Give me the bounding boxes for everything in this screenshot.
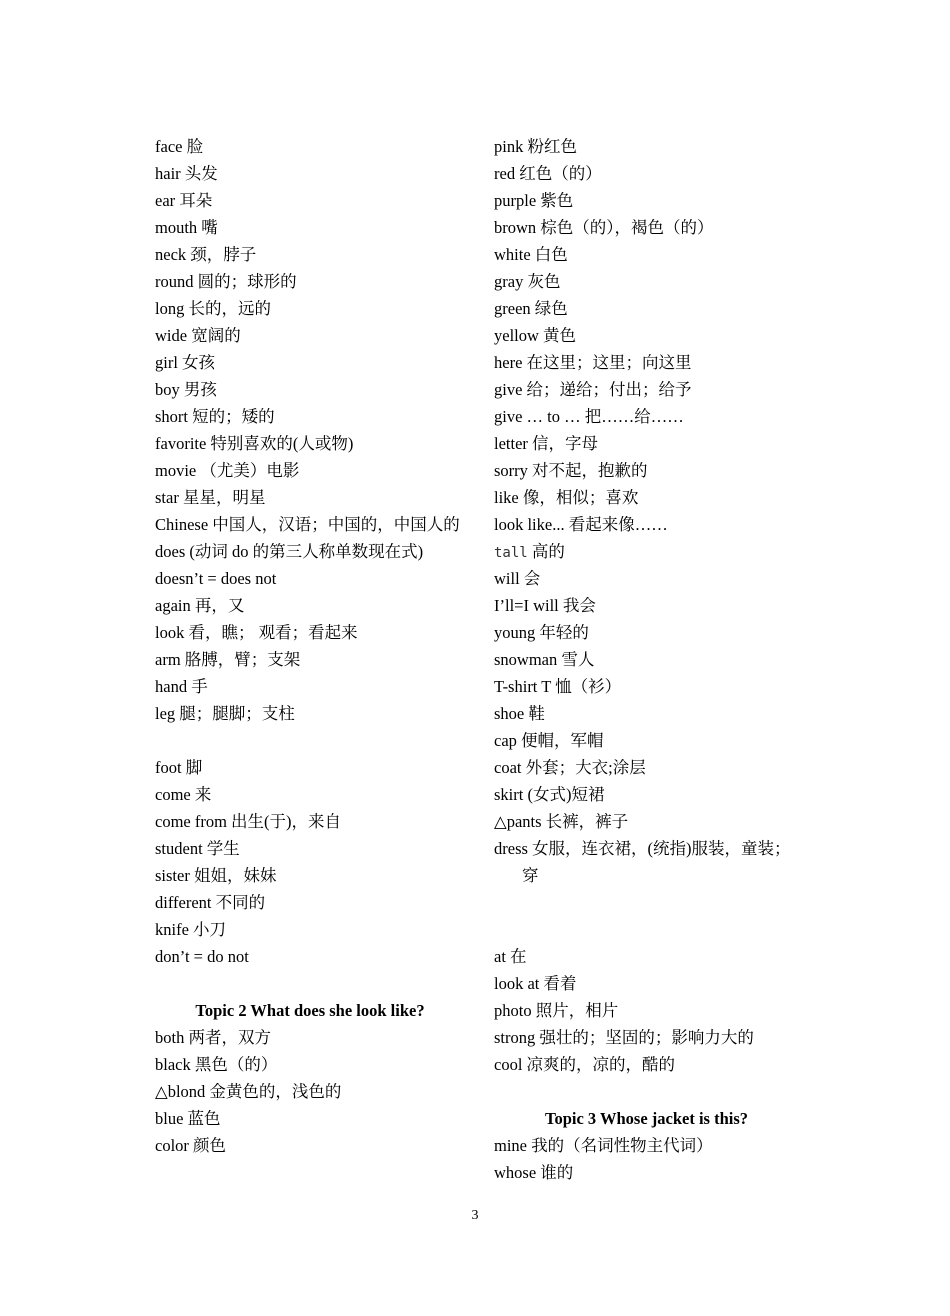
vocab-entry: favorite 特别喜欢的(人或物) bbox=[155, 434, 354, 453]
vocab-entry: wide 宽阔的 bbox=[155, 326, 241, 345]
vocab-entry: white 白色 bbox=[494, 245, 568, 264]
vocab-entry: don’t = do not bbox=[155, 947, 249, 966]
vocab-entry: star 星星，明星 bbox=[155, 488, 266, 507]
vocab-entry: sister 姐姐，妹妹 bbox=[155, 866, 277, 885]
vocab-entry: shoe 鞋 bbox=[494, 704, 545, 723]
vocab-entry: ear 耳朵 bbox=[155, 191, 213, 210]
vocab-entry: face 脸 bbox=[155, 137, 204, 156]
vocab-entry: mine 我的（名词性物主代词） bbox=[494, 1136, 713, 1155]
vocab-entry: green 绿色 bbox=[494, 299, 568, 318]
vocab-entry: foot 脚 bbox=[155, 758, 203, 777]
vocab-entry: cool 凉爽的，凉的，酷的 bbox=[494, 1055, 676, 1074]
topic-3-heading: Topic 3 Whose jacket is this? bbox=[544, 1109, 749, 1128]
vocab-entry: again 再，又 bbox=[155, 596, 245, 615]
blank-line bbox=[494, 916, 799, 943]
vocab-entry: arm 胳膊，臂；支架 bbox=[155, 650, 301, 669]
vocab-entry: knife 小刀 bbox=[155, 920, 227, 939]
vocab-entry: I’ll=I will 我会 bbox=[494, 596, 596, 615]
vocab-entry: brown 棕色（的），褐色（的） bbox=[494, 218, 714, 237]
vocab-entry-chinese: Chinese 中国人，汉语；中国的，中国人的 bbox=[155, 515, 460, 534]
vocab-entry: mouth 嘴 bbox=[155, 218, 218, 237]
vocab-entry: gray 灰色 bbox=[494, 272, 561, 291]
vocab-entry: both 两者，双方 bbox=[155, 1028, 271, 1047]
right-column bbox=[494, 133, 799, 1186]
vocab-entry: strong 强壮的；坚固的；影响力大的 bbox=[494, 1028, 754, 1047]
vocab-entry: look at 看着 bbox=[494, 974, 577, 993]
vocab-entry: snowman 雪人 bbox=[494, 650, 595, 669]
vocab-entry: sorry 对不起，抱歉的 bbox=[494, 461, 648, 480]
vocab-entry: does (动词 do 的第三人称单数现在式) bbox=[155, 542, 424, 561]
vocab-entry: cap 便帽，军帽 bbox=[494, 731, 604, 750]
vocab-entry: leg 腿；腿脚；支柱 bbox=[155, 704, 295, 723]
blank-line bbox=[155, 970, 465, 997]
vocab-entry: △pants 长裤，裤子 bbox=[494, 812, 629, 831]
vocab-entry: different 不同的 bbox=[155, 893, 266, 912]
vocab-entry: whose 谁的 bbox=[494, 1163, 574, 1182]
vocab-entry-tall bbox=[494, 538, 799, 565]
vocab-entry: yellow 黄色 bbox=[494, 326, 577, 345]
topic-2-heading: Topic 2 What does she look like? bbox=[195, 1001, 425, 1020]
vocab-entry: short 短的；矮的 bbox=[155, 407, 275, 426]
vocab-entry: coat 外套；大衣;涂层 bbox=[494, 758, 646, 777]
vocab-word-tall: tall bbox=[494, 545, 528, 561]
left-column bbox=[155, 133, 465, 1159]
vocab-entry: come from 出生(于)，来自 bbox=[155, 812, 342, 831]
vocab-entry: color 颜色 bbox=[155, 1136, 227, 1155]
vocab-meaning-tall: 高的 bbox=[527, 542, 565, 561]
vocab-entry: long 长的，远的 bbox=[155, 299, 271, 318]
vocab-entry: red 红色（的） bbox=[494, 164, 602, 183]
vocab-entry: at 在 bbox=[494, 947, 527, 966]
vocab-entry: black 黑色（的） bbox=[155, 1055, 278, 1074]
vocab-entry: hand 手 bbox=[155, 677, 208, 696]
vocab-entry: look like... 看起来像…… bbox=[494, 515, 668, 534]
vocab-entry: young 年轻的 bbox=[494, 623, 589, 642]
vocab-entry: pink 粉红色 bbox=[494, 137, 577, 156]
vocab-entry: T-shirt T 恤（衫） bbox=[494, 677, 622, 696]
blank-line bbox=[494, 1078, 799, 1105]
vocab-entry-dress: dress 女服，连衣裙，(统指)服装，童装；穿 bbox=[494, 839, 791, 885]
vocab-entry: neck 颈，脖子 bbox=[155, 245, 257, 264]
vocab-entry: doesn’t = does not bbox=[155, 569, 277, 588]
vocab-entry: come 来 bbox=[155, 785, 212, 804]
vocab-entry: round 圆的；球形的 bbox=[155, 272, 297, 291]
vocab-entry: movie （尤美）电影 bbox=[155, 461, 300, 480]
vocab-entry: give … to … 把……给…… bbox=[494, 407, 684, 426]
vocab-entry: purple 紫色 bbox=[494, 191, 574, 210]
vocab-list-face bbox=[155, 133, 465, 1159]
vocab-entry: photo 照片，相片 bbox=[494, 1001, 619, 1020]
vocab-entry: skirt (女式)短裙 bbox=[494, 785, 605, 804]
vocab-entry: △blond 金黄色的，浅色的 bbox=[155, 1082, 342, 1101]
vocab-entry: blue 蓝色 bbox=[155, 1109, 221, 1128]
page-number: 3 bbox=[471, 1208, 479, 1223]
vocab-entry: look 看，瞧； 观看；看起来 bbox=[155, 623, 358, 642]
vocab-entry: girl 女孩 bbox=[155, 353, 216, 372]
vocab-entry: will 会 bbox=[494, 569, 541, 588]
vocab-entry: here 在这里；这里；向这里 bbox=[494, 353, 692, 372]
vocab-entry: give 给；递给；付出；给予 bbox=[494, 380, 692, 399]
vocab-entry: student 学生 bbox=[155, 839, 240, 858]
vocab-entry: letter 信，字母 bbox=[494, 434, 599, 453]
blank-line bbox=[494, 889, 799, 916]
vocab-entry: boy 男孩 bbox=[155, 380, 217, 399]
vocab-entry: hair 头发 bbox=[155, 164, 218, 183]
vocab-entry: like 像，相似；喜欢 bbox=[494, 488, 639, 507]
blank-line bbox=[155, 727, 465, 754]
